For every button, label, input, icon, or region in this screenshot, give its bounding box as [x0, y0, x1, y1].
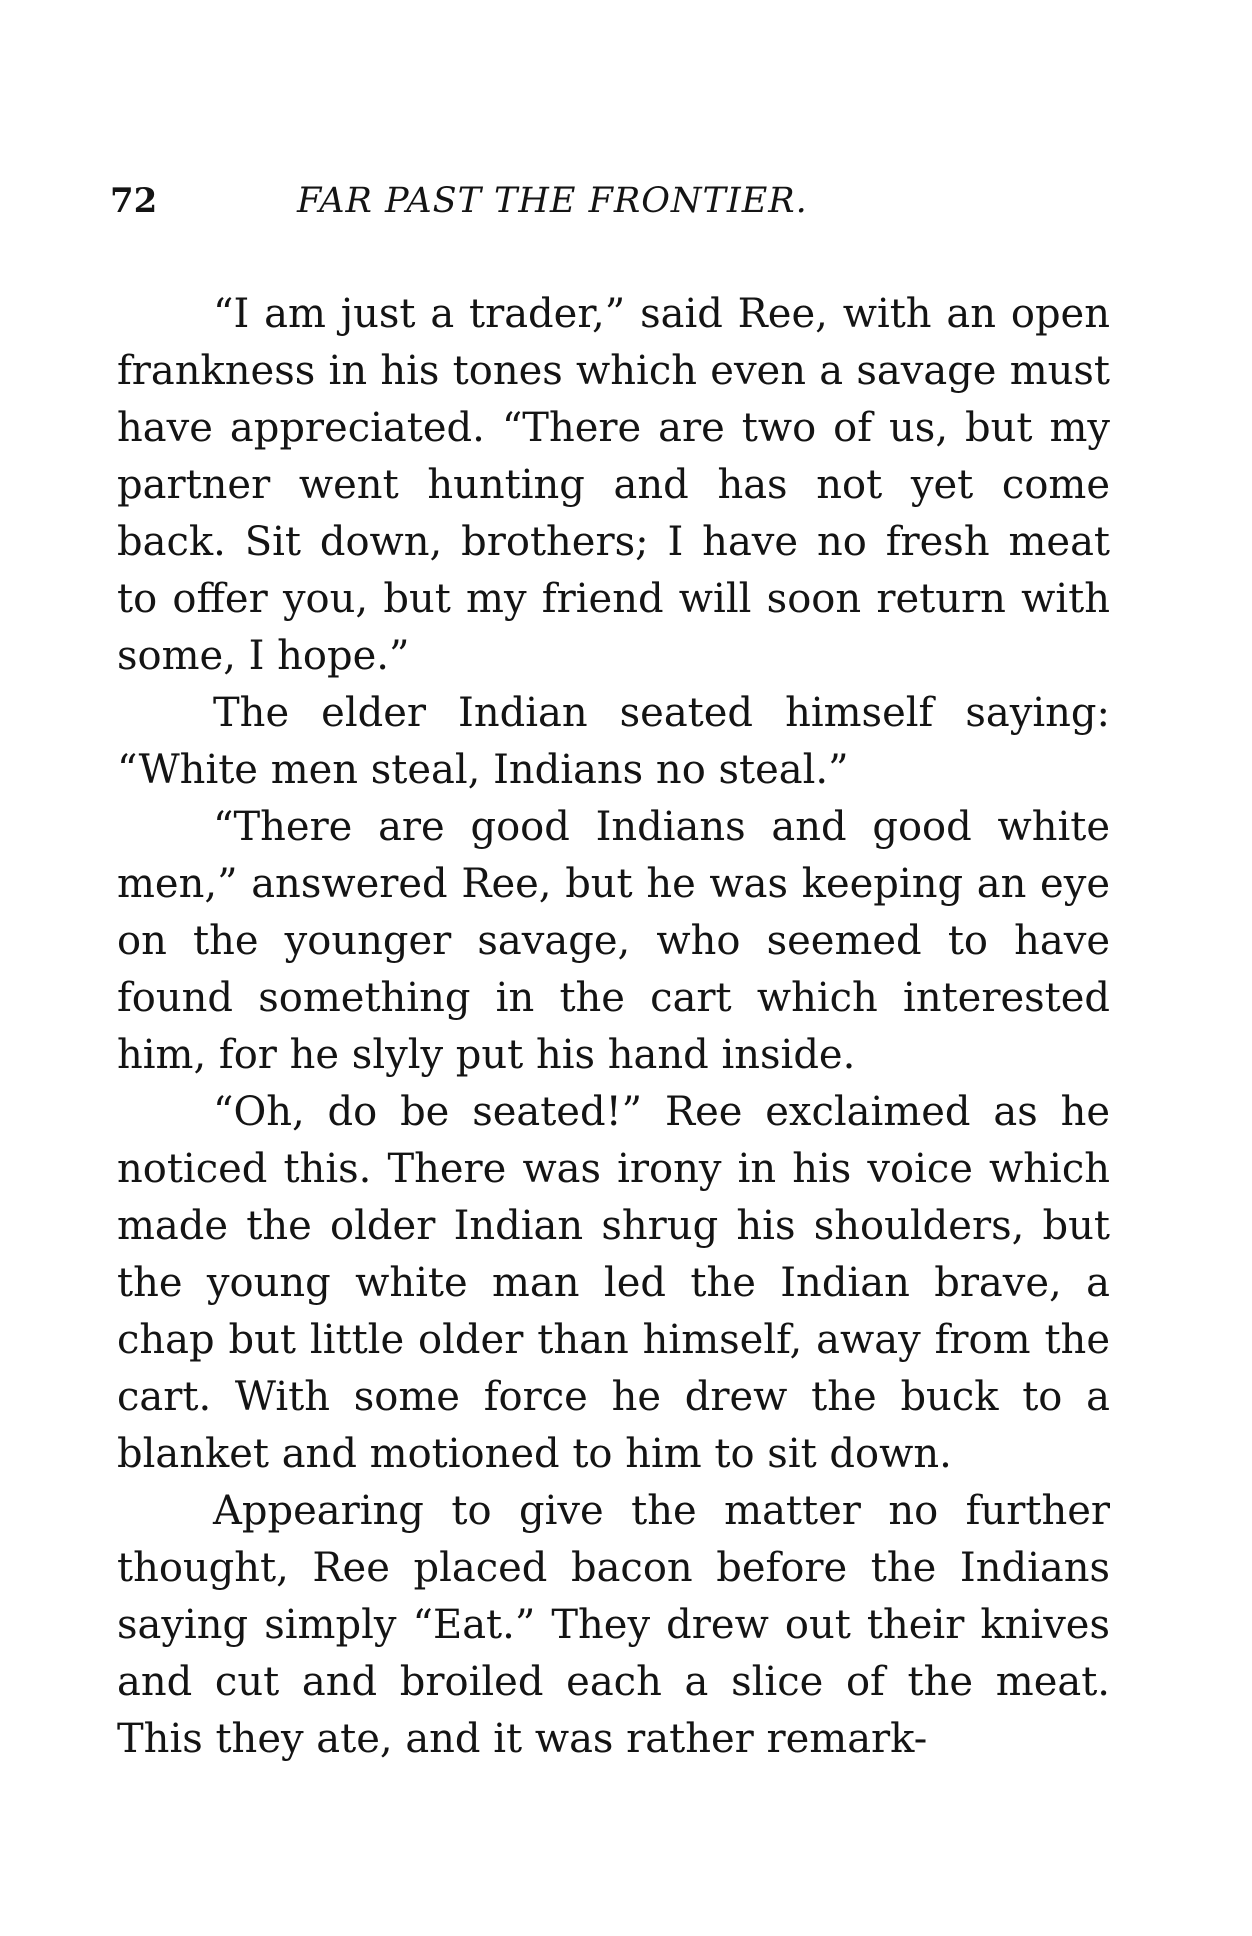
paragraph: “I am just a trader,” said Ree, with an open frankness in his tones which even a savage must have appreciated. “There are two of us, but my partner went hunting and has not yet come back. Sit down, brothers; I have no fresh meat to offer you, but my friend will soon return with some, I hope.” [117, 291, 1110, 679]
page-header [110, 176, 1130, 226]
body-text [117, 286, 1110, 1768]
paragraph: “There are good Indians and good white men,” answered Ree, but he was keeping an eye on the younger savage, who seemed to have found something in the cart which interested him, for he slyly put his hand inside. [117, 804, 1110, 1078]
page-number: 72 [110, 181, 158, 221]
paragraph: Appearing to give the matter no further thought, Ree placed bacon before the Indians saying simply “Eat.” They drew out their knives and cut and broiled each a slice of the meat. This they ate, and it was rather remark- [117, 1488, 1110, 1762]
paragraph: “Oh, do be seated!” Ree exclaimed as he noticed this. There was irony in his voice which made the older Indian shrug his shoulders, but the young white man led the Indian brave, a chap but little older than himself, away from the cart. With some force he drew the buck to a blanket and motioned to him to sit down. [117, 1089, 1110, 1477]
running-head: FAR PAST THE FRONTIER. [297, 181, 808, 221]
paragraph: The elder Indian seated himself saying: “White men steal, Indians no steal.” [117, 690, 1110, 793]
